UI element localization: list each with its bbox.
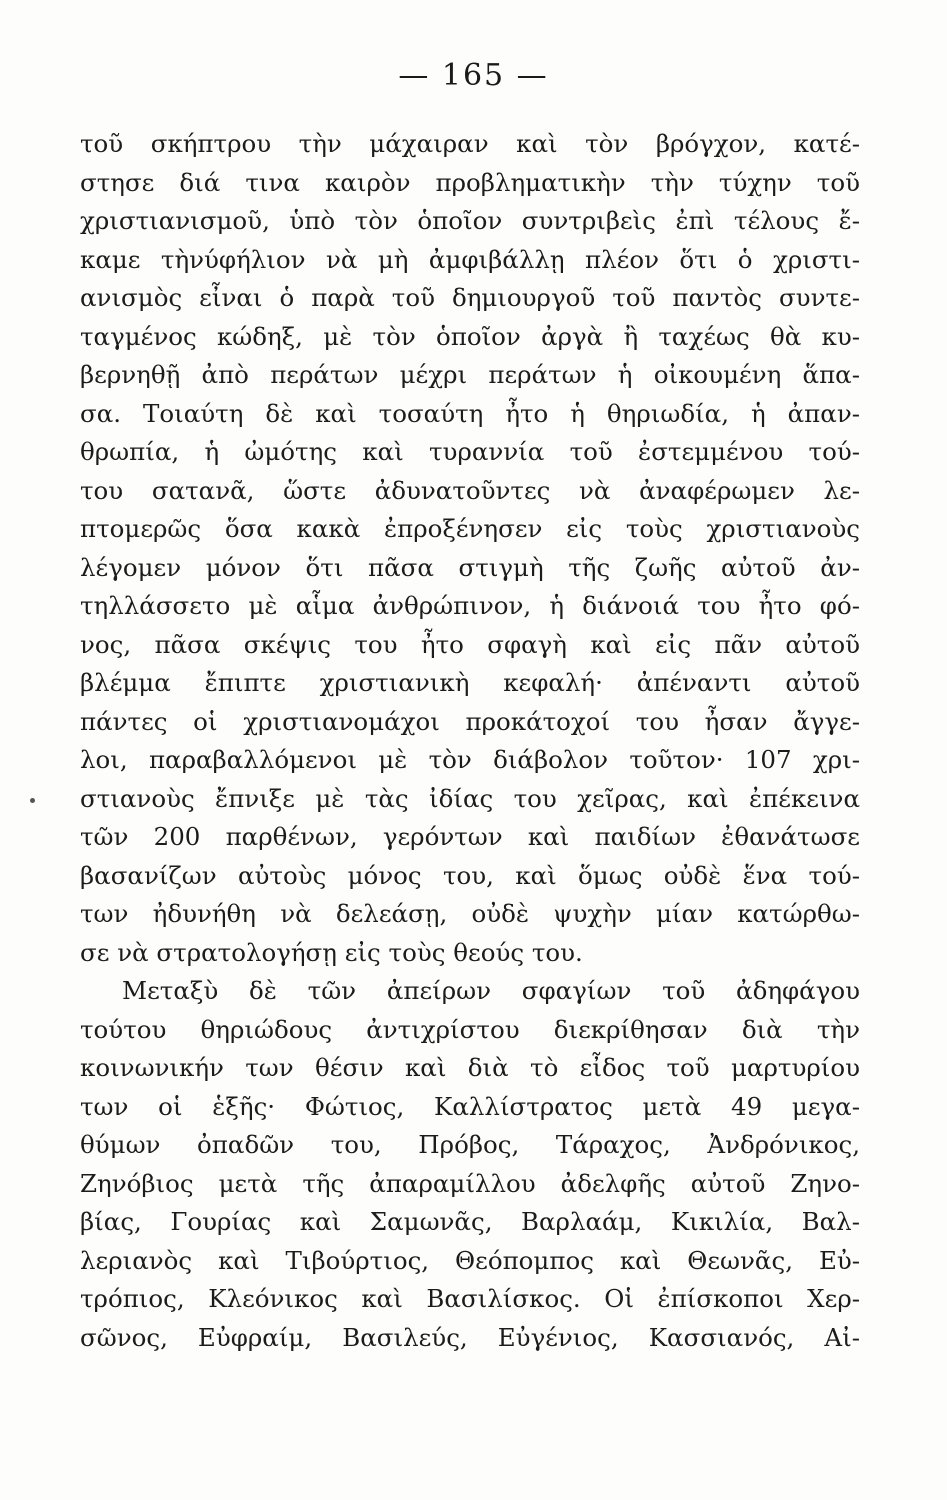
text-line: Ζηνόβιος μετὰ τῆς ἀπαραμίλλου ἀδελφῆς αὐτοῦ Ζηνο-	[80, 1168, 860, 1198]
text-line: κοινωνικήν των θέσιν καὶ διὰ τὸ εἶδος τοῦ μαρτυρίου	[80, 1053, 860, 1082]
text-line: των οἱ ἑξῆς· Φώτιος, Καλλίστρατος μετὰ 49 μεγα-	[80, 1091, 860, 1121]
text-line: του σατανᾶ, ὥστε ἀδυνατοῦντες νὰ ἀναφέρωμεν λε-	[80, 475, 860, 505]
text-line: θύμων ὀπαδῶν του, Πρόβος, Τάραχος, Ἀνδρόνικος,	[80, 1130, 860, 1159]
text-line: πτομερῶς ὅσα κακὰ ἐπροξένησεν εἰς τοὺς χριστιανοὺς	[80, 514, 860, 543]
text-line: στησε διά τινα καιρὸν προβληματικὴν τὴν τύχην τοῦ	[80, 167, 860, 197]
text-line: τηλλάσσετο μὲ αἷμα ἀνθρώπινον, ἡ διάνοιά του ἦτο φό-	[80, 591, 860, 620]
text-line: των ἠδυνήθη νὰ δελεάσῃ, οὐδὲ ψυχὴν μίαν κατώρθω-	[80, 899, 860, 928]
text-line: ταγμένος κώδηξ, μὲ τὸν ὁποῖον ἀργὰ ἢ ταχέως θὰ κυ-	[80, 321, 860, 351]
text-line: τῶν 200 παρθένων, γερόντων καὶ παιδίων ἐθανάτωσε	[80, 822, 860, 851]
text-line: πάντες οἱ χριστιανομάχοι προκάτοχοί του ἦσαν ἄγγε-	[80, 706, 860, 736]
page-number: — 165 —	[398, 58, 549, 93]
text-line: νος, πᾶσα σκέψις του ἦτο σφαγὴ καὶ εἰς πᾶν αὐτοῦ	[80, 629, 860, 659]
paragraph-first-line: Μεταξὺ δὲ τῶν ἀπείρων σφαγίων τοῦ ἀδηφάγου	[122, 976, 860, 1005]
text-line: τοῦ σκήπτρου τὴν μάχαιραν καὶ τὸν βρόγχον, κατέ-	[80, 129, 860, 158]
text-line: τρόπιος, Κλεόνικος καὶ Βασιλίσκος. Οἱ ἐπίσκοποι Χερ-	[80, 1284, 860, 1313]
text-line: σε νὰ στρατολογήσῃ εἰς τοὺς θεούς του.	[80, 937, 583, 967]
text-line: λεριανὸς καὶ Τιβούρτιος, Θεόπομπος καὶ Θεωνᾶς, Εὐ-	[80, 1245, 860, 1275]
text-line: καμε τὴνύφήλιον νὰ μὴ ἀμφιβάλλῃ πλέον ὅτι ὁ χριστι-	[80, 244, 860, 274]
text-line: βλέμμα ἔπιπτε χριστιανικὴ κεφαλή· ἀπέναντι αὐτοῦ	[80, 668, 860, 697]
text-line: βίας, Γουρίας καὶ Σαμωνᾶς, Βαρλαάμ, Κικιλία, Βαλ-	[80, 1207, 860, 1236]
text-line: λοι, παραβαλλόμενοι μὲ τὸν διάβολον τοῦτον· 107 χρι-	[80, 745, 860, 774]
margin-dot	[30, 798, 35, 803]
text-line: χριστιανισμοῦ, ὑπὸ τὸν ὁποῖον συντριβεὶς ἐπὶ τέλους ἔ-	[80, 206, 860, 235]
text-line: σῶνος, Εὐφραίμ, Βασιλεύς, Εὐγένιος, Κασσιανός, Αἰ-	[80, 1322, 860, 1352]
text-line: τούτου θηριώδους ἀντιχρίστου διεκρίθησαν διὰ τὴν	[80, 1014, 860, 1044]
text-line: σα. Τοιαύτη δὲ καὶ τοσαύτη ἦτο ἡ θηριωδία, ἡ ἀπαν-	[80, 398, 860, 428]
text-line: ανισμὸς εἶναι ὁ παρὰ τοῦ δημιουργοῦ τοῦ παντὸς συντε-	[80, 283, 860, 312]
text-line: θρωπία, ἡ ὠμότης καὶ τυραννία τοῦ ἐστεμμένου τού-	[80, 437, 860, 466]
text-line: λέγομεν μόνον ὅτι πᾶσα στιγμὴ τῆς ζωῆς αὐτοῦ ἀν-	[80, 552, 860, 582]
body-text	[80, 125, 860, 1357]
text-line: στιανοὺς ἔπνιξε μὲ τὰς ἰδίας του χεῖρας, καὶ ἐπέκεινα	[80, 783, 860, 813]
text-line: βασανίζων αὐτοὺς μόνος του, καὶ ὅμως οὐδὲ ἕνα τού-	[80, 860, 860, 890]
text-line: βερνηθῇ ἀπὸ περάτων μέχρι περάτων ἡ οἰκουμένη ἅπα-	[80, 360, 860, 389]
